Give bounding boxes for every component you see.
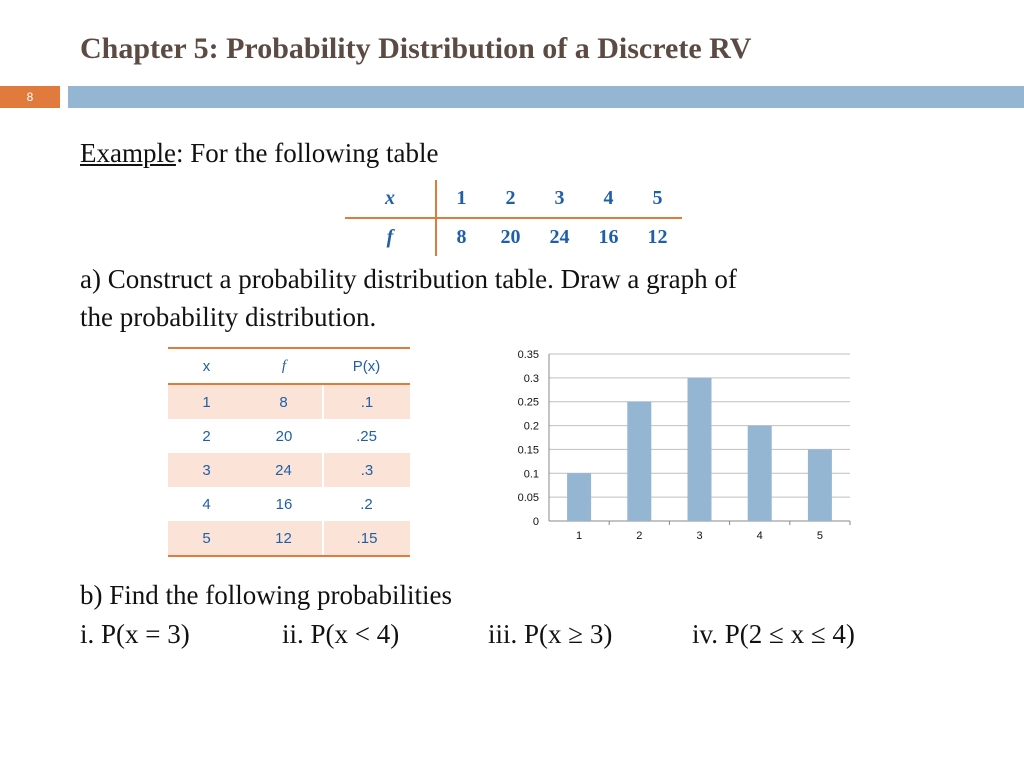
x-tick-label: 4 bbox=[756, 530, 763, 542]
frequency-cell: 2 bbox=[486, 180, 535, 218]
part-a-line-1: a) Construct a probability distribution table. Draw a graph of bbox=[80, 264, 737, 294]
frequency-cell: 4 bbox=[584, 180, 633, 218]
probability-item: i. P(x = 3) bbox=[80, 619, 190, 649]
bar bbox=[688, 378, 712, 521]
distribution-cell: 12 bbox=[245, 521, 323, 556]
slide-number: 8 bbox=[0, 86, 60, 108]
frequency-cell: 20 bbox=[500, 226, 521, 248]
frequency-row-f bbox=[345, 218, 682, 256]
example-label: Example bbox=[80, 138, 176, 168]
slide-title: Chapter 5: Probability Distribution of a Discrete RV bbox=[80, 32, 752, 65]
example-line bbox=[80, 138, 438, 169]
distribution-cell: .15 bbox=[323, 521, 410, 556]
y-tick-label: 0.05 bbox=[517, 492, 539, 505]
y-tick-label: 0.25 bbox=[517, 396, 539, 409]
probability-item: ii. P(x < 4) bbox=[282, 619, 400, 649]
part-b-line: b) Find the following probabilities bbox=[80, 580, 452, 610]
distribution-cell: 16 bbox=[275, 495, 293, 513]
distribution-header-row bbox=[168, 348, 410, 384]
distribution-header-f: f bbox=[245, 348, 323, 384]
bar bbox=[627, 402, 651, 521]
frequency-cell: 1 bbox=[436, 180, 486, 218]
bar bbox=[808, 449, 832, 521]
distribution-cell: .1 bbox=[323, 384, 410, 419]
table-row bbox=[168, 521, 410, 556]
distribution-cell: 8 bbox=[245, 384, 323, 419]
distribution-cell: .25 bbox=[356, 427, 377, 445]
frequency-header-x: x bbox=[345, 180, 436, 218]
y-tick-label: 0.1 bbox=[523, 468, 539, 481]
bar bbox=[567, 473, 591, 521]
table-row bbox=[168, 419, 410, 453]
y-tick-label: 0.3 bbox=[523, 372, 539, 385]
header-bar bbox=[68, 86, 1024, 108]
probability-bar-chart bbox=[500, 345, 860, 550]
y-tick-label: 0.35 bbox=[517, 349, 539, 361]
table-row bbox=[168, 487, 410, 521]
distribution-cell: 24 bbox=[245, 453, 323, 487]
probability-item: iv. P(2 ≤ x ≤ 4) bbox=[692, 619, 855, 649]
frequency-header-f: f bbox=[345, 218, 436, 256]
y-tick-label: 0.2 bbox=[523, 420, 539, 433]
frequency-cell: 24 bbox=[549, 226, 570, 248]
x-tick-label: 1 bbox=[576, 530, 583, 542]
distribution-header-px: P(x) bbox=[323, 348, 410, 384]
frequency-cell: 8 bbox=[456, 226, 467, 248]
x-tick-label: 2 bbox=[636, 530, 643, 542]
distribution-cell: 1 bbox=[168, 384, 245, 419]
frequency-cell: 5 bbox=[633, 180, 682, 218]
distribution-table bbox=[168, 347, 410, 557]
distribution-cell: 5 bbox=[168, 521, 245, 556]
frequency-cell: 12 bbox=[647, 226, 668, 248]
table-row bbox=[168, 384, 410, 419]
y-tick-label: 0 bbox=[532, 516, 539, 528]
frequency-cell: 16 bbox=[598, 226, 619, 248]
y-tick-label: 0.15 bbox=[517, 444, 539, 457]
example-text: : For the following table bbox=[175, 138, 439, 168]
distribution-cell: .3 bbox=[323, 453, 410, 487]
distribution-cell: .2 bbox=[360, 495, 373, 513]
distribution-cell: 2 bbox=[202, 427, 211, 445]
distribution-cell: 4 bbox=[202, 495, 211, 513]
bar bbox=[748, 426, 772, 521]
frequency-table bbox=[345, 180, 682, 256]
distribution-header-x: x bbox=[168, 348, 245, 384]
part-a-line-2: the probability distribution. bbox=[80, 302, 377, 332]
frequency-row-x bbox=[345, 180, 682, 218]
distribution-cell: 3 bbox=[168, 453, 245, 487]
distribution-cell: 20 bbox=[275, 427, 293, 445]
x-tick-label: 3 bbox=[696, 530, 703, 542]
probability-item: iii. P(x ≥ 3) bbox=[488, 619, 613, 649]
table-row bbox=[168, 453, 410, 487]
frequency-cell: 3 bbox=[535, 180, 584, 218]
x-tick-label: 5 bbox=[816, 530, 823, 542]
